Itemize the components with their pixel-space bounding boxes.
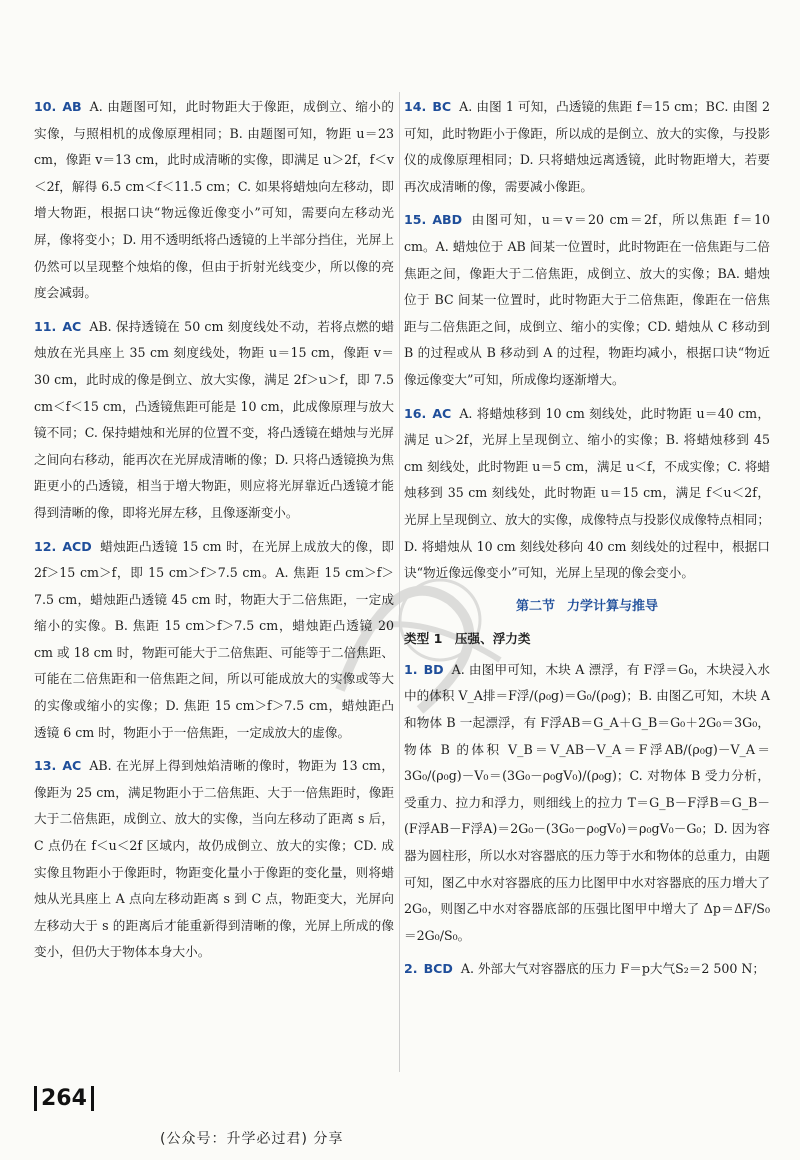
answer-item-14 — [404, 94, 770, 200]
answer-key: BCD — [423, 961, 453, 977]
answer-item-12 — [34, 534, 394, 747]
answer-key: AC — [62, 318, 82, 334]
answer-explanation: AB. 保持透镜在 50 cm 刻度线处不动，若将点燃的蜡烛放在光具座上 35 cm 刻度线处，物距 u＝15 cm，像距 v＝30 cm，此时成的像是倒立、放大实像，满足 2f＞u＞f，即 7.5 cm＜f＜15 cm，凸透镜焦距可能是 10 cm，此成像原理与放大镜不同；C. 保持蜡烛和光屏的位置不变，将凸透镜在蜡烛与光屏之间向右移动，能再次在光屏成清晰的像；D. 只将凸透镜换为焦距更小的凸透镜，相当于增大物距，则应将光屏靠近凸透镜才能得到清晰的像，即将光屏左移，且像逐渐变小。 — [34, 318, 394, 520]
answer-explanation: A. 由图 1 可知，凸透镜的焦距 f＝15 cm；BC. 由图 2 可知，此时物距小于像距，所以成的是倒立、放大的实像，与投影仪的成像原理相同；D. 只将蜡烛远离透镜，此时物距增大，若要再次成清晰的像，需要减小像距。 — [404, 99, 770, 194]
column-divider — [399, 92, 400, 1072]
type-heading: 类型 1 压强、浮力类 — [404, 631, 531, 647]
footer-share-text: (公众号：升学必过君) 分享 — [160, 1131, 344, 1147]
section-label: 第二节 — [515, 598, 555, 614]
answer-item-15 — [404, 207, 770, 393]
answer-explanation: 蜡烛距凸透镜 15 cm 时，在光屏上成放大的像，即 2f＞15 cm＞f，即 15 cm＞f＞7.5 cm。A. 焦距 15 cm＞f＞7.5 cm，蜡烛距凸透镜 45 cm 时，物距大于二倍焦距，一定成缩小的实像。B. 焦距 15 cm＞f＞7.5 cm，蜡烛距凸透镜 20 cm 或 18 cm 时，物距可能大于二倍焦距、可能等于二倍焦距、可能在二倍焦距和一倍焦距之间，所以可能成放大的实像或等大的实像或缩小的实像；D. 焦距 15 cm＞f＞7.5 cm，蜡烛距凸透镜 6 cm 时，物距小于一倍焦距，一定成放大的虚像。 — [34, 538, 394, 740]
answer-key: AB — [62, 99, 82, 114]
question-number: 1. — [404, 661, 418, 677]
answer-key: BD — [423, 661, 444, 677]
question-number: 14. — [404, 99, 427, 114]
question-number: 13. — [34, 758, 57, 774]
answer-item-1 — [404, 657, 770, 950]
section-title: 力学计算与推导 — [567, 598, 659, 614]
answer-key: AC — [62, 758, 82, 774]
answer-key: ABD — [432, 212, 463, 228]
question-number: 2. — [404, 961, 418, 977]
answer-explanation: A. 外部大气对容器底的压力 F＝p大气S₂＝2 500 N； — [460, 961, 766, 977]
question-number: 16. — [404, 405, 427, 421]
question-number: 11. — [34, 318, 57, 334]
answer-key: BC — [432, 99, 452, 114]
answer-explanation: A. 由图甲可知，木块 A 漂浮，有 F浮＝G₀，木块浸入水中的体积 V_A排＝F浮/(ρ₀g)＝G₀/(ρ₀g)；B. 由图乙可知，木块 A 和物体 B 一起漂浮，有 F浮AB＝G_A＋G_B＝G₀＋2G₀＝3G₀，物体 B 的体积 V_B＝V_AB－V_A＝F浮AB/(ρ₀g)－V_A＝3G₀/(ρ₀g)－V₀＝(3G₀－ρ₀gV₀)/(ρ₀g)；C. 对物体 B 受力分析，受重力、拉力和浮力，则细线上的拉力 T＝G_B－F浮B＝G_B－(F浮AB－F浮A)＝2G₀－(3G₀－ρ₀gV₀)＝ρ₀gV₀－G₀；D. 因为容器为圆柱形，所以水对容器底的压力等于水和物体的总重力，由题可知，图乙中水对容器底的压力比图甲中水对容器底的压力增大了 2G₀，则图乙中水对容器底部的压强比图甲中增大了 Δp＝ΔF/S₀＝2G₀/S₀。 — [404, 661, 770, 943]
answer-explanation: A. 将蜡烛移到 10 cm 刻线处，此时物距 u＝40 cm，满足 u＞2f，光屏上呈现倒立、缩小的实像；B. 将蜡烛移到 45 cm 刻线处，此时物距 u＝5 cm，满足 u＜f，不成实像；C. 将蜡烛移到 35 cm 刻线处，此时物距 u＝15 cm，满足 f＜u＜2f，光屏上呈现倒立、放大的实像，成像特点与投影仪成像特点相同；D. 将蜡烛从 10 cm 刻线处移向 40 cm 刻线处的过程中，根据口诀“物近像远像变小”可知，光屏上呈现的像会变小。 — [404, 405, 770, 581]
answer-item-11 — [34, 314, 394, 527]
answer-explanation: 由图可知，u＝v＝20 cm＝2f，所以焦距 f＝10 cm。A. 蜡烛位于 AB 间某一位置时，此时物距在一倍焦距与二倍焦距之间，像距大于二倍焦距，成倒立、放大的实像；BA. 蜡烛位于 BC 间某一位置时，此时物距大于二倍焦距，像距在一倍焦距与二倍焦距之间，成倒立、缩小的实像；CD. 蜡烛从 C 移动到 B 的过程或从 B 移动到 A 的过程，物距均减小，根据口诀“物近像远像变大”可知，所成像均逐渐增大。 — [404, 212, 770, 387]
question-number: 15. — [404, 212, 427, 228]
left-column — [34, 94, 394, 973]
right-column — [404, 94, 770, 990]
answer-explanation: A. 由题图可知，此时物距大于像距，成倒立、缩小的实像，与照相机的成像原理相同；B. 由题图可知，物距 u＝23 cm，像距 v＝13 cm，此时成清晰的实像，即满足 u＞2f，f＜v＜2f，解得 6.5 cm＜f＜11.5 cm；C. 如果将蜡烛向左移动，即增大物距，根据口诀“物远像近像变小”可知，需要向左移动光屏，像将变小；D. 用不透明纸将凸透镜的上半部分挡住，光屏上仍然可以呈现整个烛焰的像，但由于折射光线变少，所以像的亮度会减弱。 — [34, 99, 394, 301]
page-number: 264 — [34, 1086, 94, 1111]
answer-item-16 — [404, 401, 770, 587]
answer-explanation: AB. 在光屏上得到烛焰清晰的像时，物距为 13 cm，像距为 25 cm，满足物距小于二倍焦距、大于一倍焦距时，像距大于二倍焦距，成倒立、放大的实像，当向左移动了距离 s 后，C 点仍在 f＜u＜2f 区域内，故仍成倒立、放大的实像；CD. 成实像且物距小于像距时，物距变化量小于像距的变化量，则将蜡烛从光具座上 A 点向左移动距离 s 到 C 点，物距变大，光屏向左移动大于 s 的距离后才能重新得到清晰的像，光屏上所成的像变小，但仍大于物体本身大小。 — [34, 758, 394, 960]
section-heading — [404, 594, 770, 621]
question-number: 12. — [34, 538, 57, 554]
answer-key: ACD — [62, 538, 92, 554]
answer-item-2 — [404, 956, 770, 983]
answer-key: AC — [432, 405, 452, 421]
answer-item-10 — [34, 94, 394, 307]
question-number: 10. — [34, 99, 57, 114]
answer-item-13 — [34, 753, 394, 966]
